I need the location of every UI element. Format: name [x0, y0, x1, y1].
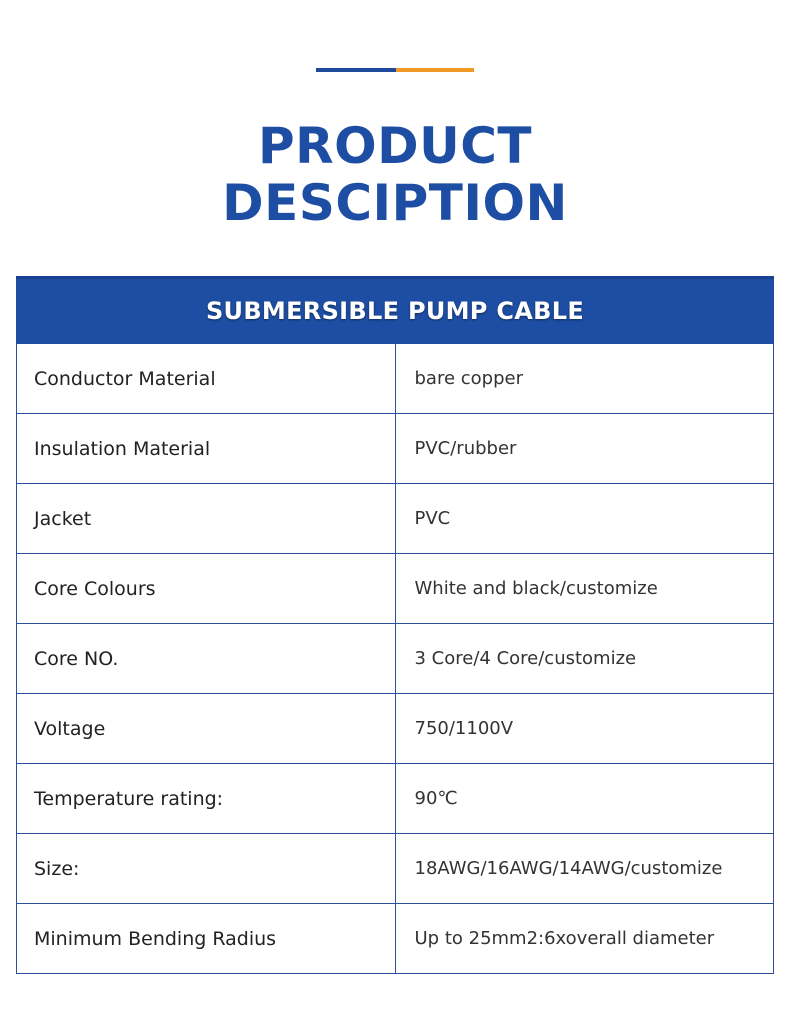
row-value: bare copper — [395, 344, 774, 414]
accent-segment-blue — [316, 68, 396, 72]
row-label: Size: — [17, 834, 396, 904]
table-row — [17, 554, 774, 624]
accent-segment-orange — [396, 68, 474, 72]
row-value: 18AWG/16AWG/14AWG/customize — [395, 834, 774, 904]
row-label: Temperature rating: — [17, 764, 396, 834]
table-row — [17, 624, 774, 694]
page-title-line-1: PRODUCT — [257, 117, 533, 175]
row-label: Conductor Material — [17, 344, 396, 414]
row-value: Up to 25mm2:6xoverall diameter — [395, 904, 774, 974]
table-row — [17, 694, 774, 764]
page-title — [0, 118, 790, 232]
spec-table-header: SUBMERSIBLE PUMP CABLE — [17, 278, 774, 344]
row-label: Minimum Bending Radius — [17, 904, 396, 974]
row-label: Jacket — [17, 484, 396, 554]
table-row — [17, 834, 774, 904]
row-value: PVC — [395, 484, 774, 554]
row-label: Core Colours — [17, 554, 396, 624]
row-label: Core NO. — [17, 624, 396, 694]
row-value: White and black/customize — [395, 554, 774, 624]
table-row — [17, 904, 774, 974]
spec-table — [16, 276, 774, 974]
table-row — [17, 414, 774, 484]
page-title-line-2: DESCIPTION — [222, 174, 568, 232]
row-value: PVC/rubber — [395, 414, 774, 484]
table-row — [17, 344, 774, 414]
table-row — [17, 764, 774, 834]
spec-table-header-row — [17, 278, 774, 344]
row-value: 750/1100V — [395, 694, 774, 764]
row-label: Insulation Material — [17, 414, 396, 484]
row-label: Voltage — [17, 694, 396, 764]
table-row — [17, 484, 774, 554]
title-accent-bar — [316, 68, 474, 72]
row-value: 90℃ — [395, 764, 774, 834]
row-value: 3 Core/4 Core/customize — [395, 624, 774, 694]
